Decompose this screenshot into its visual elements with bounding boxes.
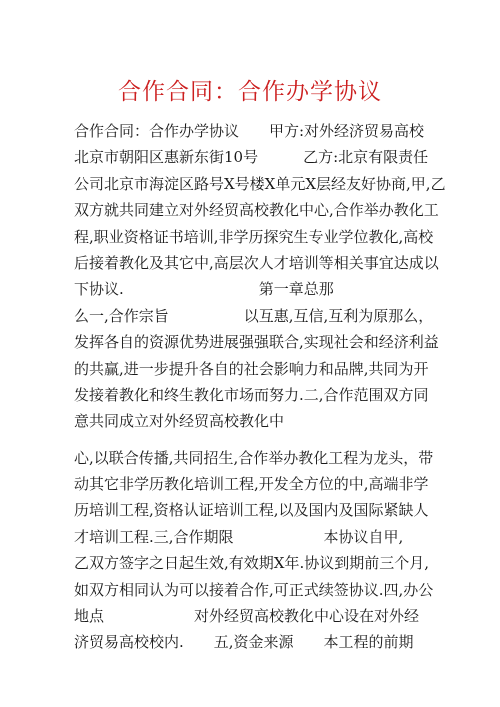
text-line: 发接着教化和终生教化市场而努力.二,合作范围双方同 (74, 385, 429, 404)
text-line: 么一,合作宗旨 以互惠,互信,互利为原那么， (74, 306, 434, 325)
text-line: 发挥各自的资源优势进展强强联合,实现社会和经济利益 (74, 333, 439, 352)
text-line: 程,职业资格证书培训,非学历探究生专业学位教化,高校 (74, 227, 434, 246)
text-line: 地点 对外经贸高校教化中心设在对外经 (74, 607, 420, 626)
text-line: 心,以联合传播,共同招生,合作举办教化工程为龙头，带 (74, 448, 434, 467)
text-line: 动其它非学历教化培训工程,开发全方位的中,高端非学 (74, 475, 429, 494)
paragraph-1 (74, 118, 444, 435)
text-line: 意共同成立对外经贸高校教化中 (74, 412, 285, 431)
paragraph-2 (74, 445, 444, 656)
text-line: 北京市朝阳区惠新东街10号 乙方:北京有限责任 (74, 148, 429, 167)
text-line: 合作合同：合作办学协议 甲方:对外经济贸易高校 (74, 122, 425, 140)
text-line: 乙双方签字之日起生效,有效期X年.协议到期前三个月, (74, 554, 429, 573)
text-line: 才培训工程.三,合作期限 本协议自甲, (74, 527, 404, 546)
document-body (74, 118, 444, 656)
text-line: 的共赢,进一步提升各自的社会影响力和品牌,共同为开 (74, 359, 429, 378)
document-title: 合作合同：合作办学协议 (118, 79, 382, 105)
text-line: 下协议. 第一章总那 (74, 280, 334, 299)
text-line: 双方就共同建立对外经贸高校教化中心,合作举办教化工 (74, 201, 439, 220)
text-line: 后接着教化及其它中,高层次人才培训等相关事宜达成以 (74, 253, 439, 272)
text-line: 公司北京市海淀区路号X号楼X单元X层经友好协商,甲,乙 (74, 174, 446, 193)
text-line: 济贸易高校校内. 五,资金来源 本工程的前期 (74, 633, 414, 652)
text-line: 历培训工程,资格认证培训工程,以及国内及国际紧缺人 (74, 501, 429, 520)
text-line: 如双方相同认为可以接着合作,可正式续签协议.四,办公 (74, 580, 434, 599)
